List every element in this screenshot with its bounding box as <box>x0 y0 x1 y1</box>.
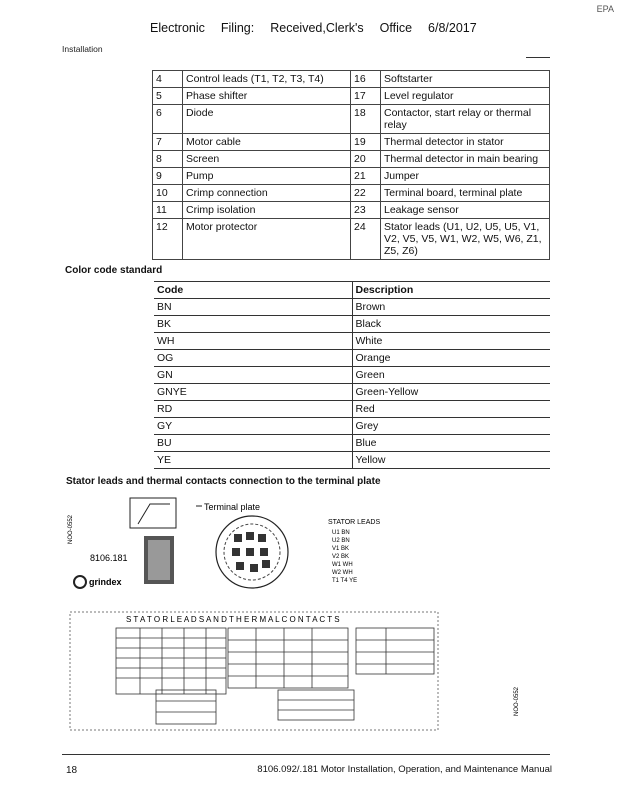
color-row <box>154 401 550 418</box>
color-code: GY <box>154 418 352 435</box>
color-description: Green-Yellow <box>352 384 550 401</box>
parts-row <box>153 168 550 185</box>
parts-row <box>153 134 550 151</box>
wiring-figure <box>66 494 550 744</box>
stator-legend-row: V1 BK <box>332 546 350 552</box>
filing-word: Electronic <box>150 21 205 35</box>
part-number: 19 <box>351 134 381 151</box>
part-number: 20 <box>351 151 381 168</box>
color-description: Black <box>352 316 550 333</box>
section-heading: Installation <box>62 44 103 54</box>
part-number: 24 <box>351 219 381 260</box>
stator-legend-row: U1 BN <box>332 530 350 536</box>
part-name: Screen <box>183 151 351 168</box>
color-code-title: Color code standard <box>65 265 163 276</box>
color-code: WH <box>154 333 352 350</box>
color-row <box>154 418 550 435</box>
schematic-frame <box>70 612 438 730</box>
part-name: Softstarter <box>381 71 550 88</box>
part-name: Diode <box>183 105 351 134</box>
parts-row <box>153 202 550 219</box>
part-number: 6 <box>153 105 183 134</box>
part-name: Crimp connection <box>183 185 351 202</box>
stator-legend-row: W1 WH <box>332 562 353 568</box>
edge-mark: EPA <box>596 4 614 14</box>
color-description: Blue <box>352 435 550 452</box>
filing-word: Filing: <box>220 21 255 35</box>
part-number: 18 <box>351 105 381 134</box>
part-name: Contactor, start relay or thermal relay <box>381 105 550 134</box>
part-number: 7 <box>153 134 183 151</box>
part-name: Jumper <box>381 168 550 185</box>
stator-legend-row: U2 BN <box>332 538 350 544</box>
color-row <box>154 350 550 367</box>
terminal-plate-label: Terminal plate <box>204 502 261 512</box>
color-code: OG <box>154 350 352 367</box>
color-description: Grey <box>352 418 550 435</box>
color-row <box>154 384 550 401</box>
part-name: Phase shifter <box>183 88 351 105</box>
stator-legend-row: W2 WH <box>332 570 353 576</box>
part-name: Crimp isolation <box>183 202 351 219</box>
side-code-right: NOO-0552 <box>514 686 520 716</box>
filing-date: 6/8/2017 <box>428 21 477 35</box>
color-code: GN <box>154 367 352 384</box>
stator-legend <box>332 530 357 584</box>
part-name: Stator leads (U1, U2, U5, U5, V1, V2, V5, V5, W1, W2, W5, W6, Z1, Z5, Z6) <box>381 219 550 260</box>
brand-label: grindex <box>89 577 122 587</box>
model-label: 8106.181 <box>90 553 128 563</box>
color-header-row <box>154 282 550 299</box>
color-row <box>154 333 550 350</box>
color-row <box>154 316 550 333</box>
part-number: 9 <box>153 168 183 185</box>
part-number: 5 <box>153 88 183 105</box>
filing-word: Received,Clerk's <box>270 21 364 35</box>
color-code: GNYE <box>154 384 352 401</box>
pump-head-outline <box>130 498 176 528</box>
part-name: Pump <box>183 168 351 185</box>
description-header: Description <box>352 282 550 299</box>
color-code: BN <box>154 299 352 316</box>
heading-rule <box>526 57 550 58</box>
color-description: Red <box>352 401 550 418</box>
part-number: 21 <box>351 168 381 185</box>
part-number: 4 <box>153 71 183 88</box>
parts-row <box>153 88 550 105</box>
stator-legend-row: T1 T4 YE <box>332 578 358 584</box>
color-row <box>154 299 550 316</box>
stator-leads-label: STATOR LEADS <box>328 519 381 526</box>
filing-stamp <box>150 21 493 35</box>
part-number: 16 <box>351 71 381 88</box>
part-number: 11 <box>153 202 183 219</box>
part-name: Motor protector <box>183 219 351 260</box>
color-description: Orange <box>352 350 550 367</box>
part-number: 12 <box>153 219 183 260</box>
color-description: Green <box>352 367 550 384</box>
parts-row <box>153 219 550 260</box>
part-number: 23 <box>351 202 381 219</box>
page-number: 18 <box>66 765 78 776</box>
pump-head-line <box>138 504 170 524</box>
color-code-table <box>154 281 550 469</box>
parts-row <box>153 185 550 202</box>
stator-legend-row: V2 BK <box>332 554 350 560</box>
color-row <box>154 367 550 384</box>
parts-row <box>153 151 550 168</box>
part-name: Motor cable <box>183 134 351 151</box>
schematic-grid <box>116 628 434 724</box>
pump-body-inner <box>148 540 170 580</box>
color-description: Yellow <box>352 452 550 469</box>
footer-manual-title: 8106.092/.181 Motor Installation, Operation, and Maintenance Manual <box>257 764 552 775</box>
color-code: RD <box>154 401 352 418</box>
color-code: YE <box>154 452 352 469</box>
part-name: Level regulator <box>381 88 550 105</box>
part-name: Control leads (T1, T2, T3, T4) <box>183 71 351 88</box>
side-code-left: NOO-0552 <box>68 514 74 544</box>
stator-title: Stator leads and thermal contacts connection to the terminal plate <box>66 476 381 487</box>
color-code: BU <box>154 435 352 452</box>
part-number: 8 <box>153 151 183 168</box>
parts-row <box>153 105 550 134</box>
color-row <box>154 452 550 469</box>
wiring-diagram <box>66 494 550 744</box>
part-name: Thermal detector in stator <box>381 134 550 151</box>
filing-word: Office <box>379 21 413 35</box>
footer-rule <box>62 754 550 755</box>
brand-logo-icon <box>74 576 86 588</box>
part-number: 10 <box>153 185 183 202</box>
color-description: White <box>352 333 550 350</box>
part-name: Thermal detector in main bearing <box>381 151 550 168</box>
color-description: Brown <box>352 299 550 316</box>
parts-row <box>153 71 550 88</box>
part-name: Leakage sensor <box>381 202 550 219</box>
code-header: Code <box>154 282 352 299</box>
parts-table <box>152 70 550 260</box>
color-row <box>154 435 550 452</box>
part-number: 22 <box>351 185 381 202</box>
color-code: BK <box>154 316 352 333</box>
part-number: 17 <box>351 88 381 105</box>
terminal-pins <box>232 532 270 572</box>
part-name: Terminal board, terminal plate <box>381 185 550 202</box>
schematic-banner: S T A T O R L E A D S A N D T H E R M A L C O N T A C T S <box>126 615 340 624</box>
